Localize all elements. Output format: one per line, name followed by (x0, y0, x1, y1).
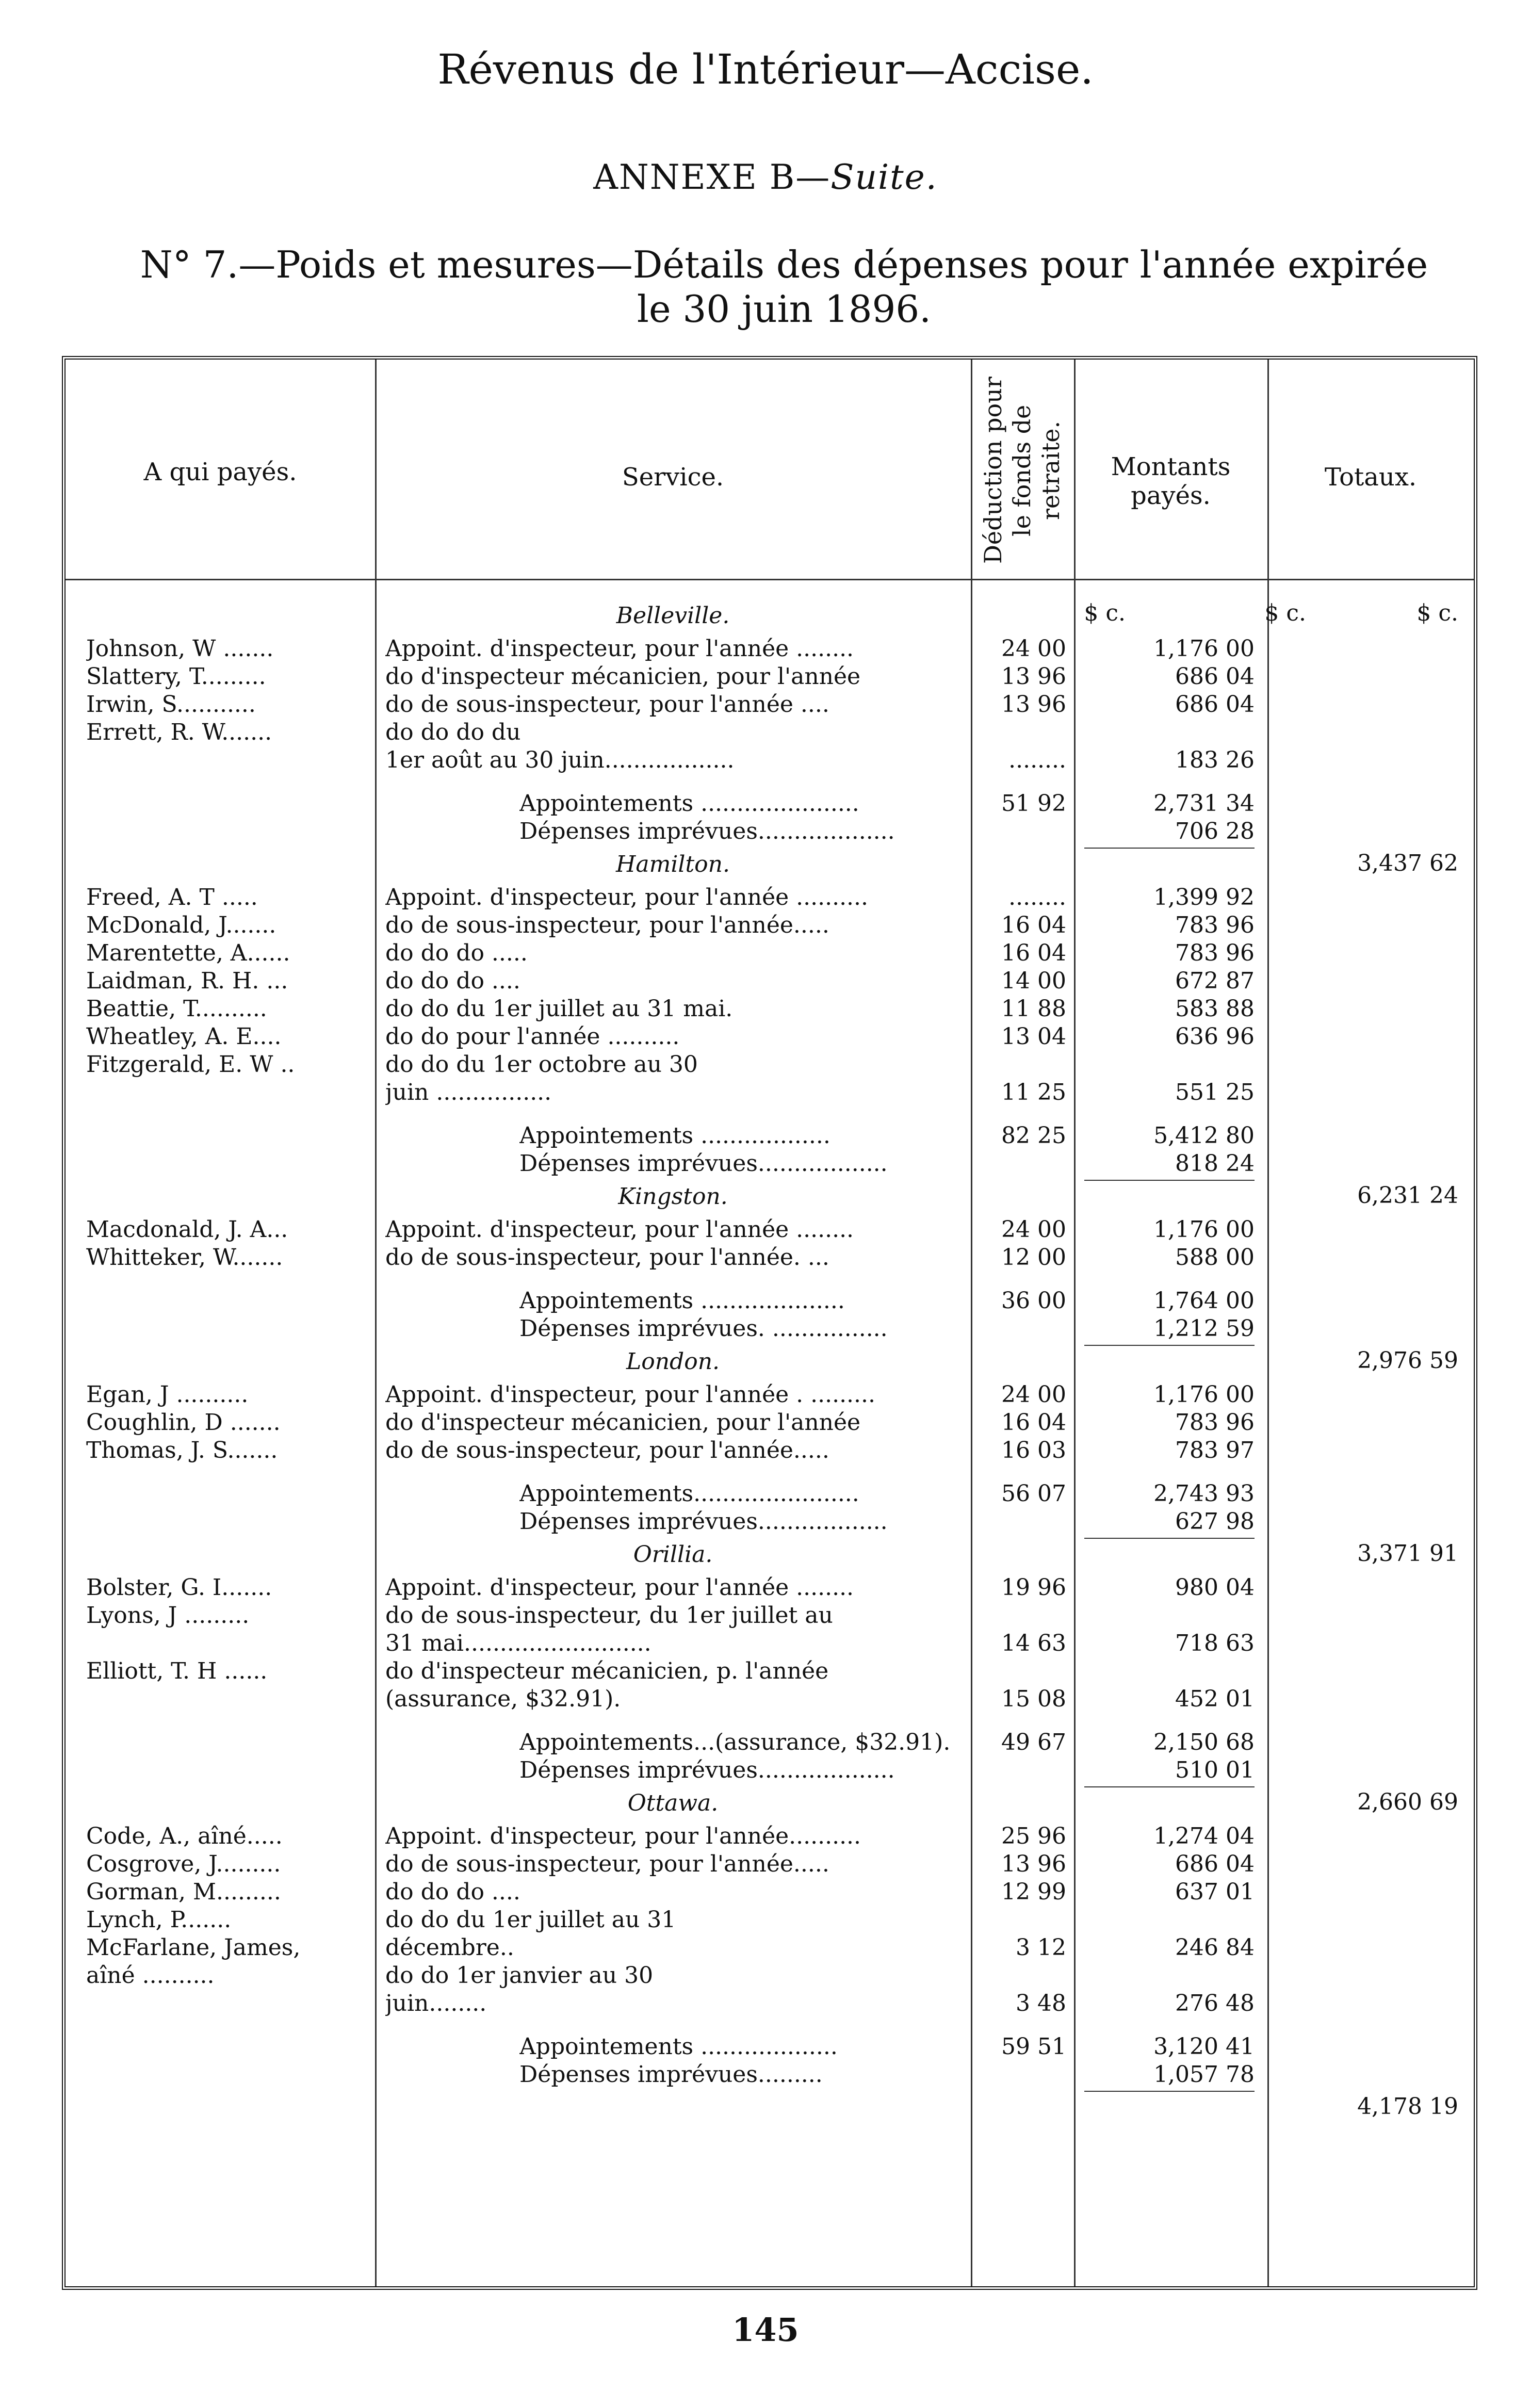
expense-table (62, 356, 1477, 2290)
col-header-amounts: Montants payés. (1111, 452, 1231, 510)
appointements-deduction: 56 07 (1001, 1480, 1066, 1507)
service-cell: do de sous-inspecteur, pour l'année..... (385, 912, 829, 938)
deduction-cell: ........ (1008, 884, 1066, 910)
service-cell: 31 mai.......................... (385, 1630, 652, 1656)
appointements-row (66, 1480, 1474, 1508)
table-row (66, 1823, 1474, 1850)
appointements-label: Appointements ...................... (519, 790, 859, 817)
deduction-cell: 13 96 (1001, 691, 1066, 718)
payee-cell: Fitzgerald, E. W .. (86, 1051, 295, 1078)
amount-cell: 588 00 (1175, 1244, 1255, 1271)
deduction-cell: 13 04 (1001, 1023, 1066, 1050)
section-title: Orillia. (633, 1541, 713, 1568)
appointements-amount: 1,764 00 (1153, 1288, 1255, 1314)
deduction-cell: 11 88 (1001, 996, 1066, 1022)
section-total: 3,437 62 (1357, 850, 1458, 876)
appointements-deduction: 36 00 (1001, 1288, 1066, 1314)
deduction-cell: 12 00 (1001, 1244, 1066, 1271)
table-row (66, 635, 1474, 663)
section-title: Ottawa. (627, 1790, 719, 1816)
service-cell: Appoint. d'inspecteur, pour l'année .......... (385, 884, 869, 910)
section-name (66, 1348, 1474, 1376)
service-cell: do do du 1er octobre au 30 (385, 1051, 698, 1078)
amount-cell: 1,176 00 (1153, 1216, 1255, 1243)
subtotal-rule (1084, 1345, 1255, 1346)
amount-cell: 1,176 00 (1153, 1381, 1255, 1408)
service-cell: do do du 1er juillet au 31 (385, 1907, 676, 1933)
service-cell: do de sous-inspecteur, pour l'année. ... (385, 1244, 829, 1271)
section-title: Kingston. (618, 1183, 728, 1210)
service-cell: Appoint. d'inspecteur, pour l'année ........ (385, 636, 854, 662)
deduction-cell: 16 03 (1001, 1437, 1066, 1463)
table-row (66, 1574, 1474, 1602)
amount-cell: 1,176 00 (1153, 636, 1255, 662)
amount-cell: 718 63 (1175, 1630, 1255, 1656)
deduction-cell: 3 12 (1016, 1934, 1066, 1961)
service-cell: do do do du (385, 719, 521, 745)
appointements-row (66, 1729, 1474, 1756)
table-row (66, 1878, 1474, 1906)
deduction-cell: 24 00 (1001, 1381, 1066, 1408)
payee-cell: Freed, A. T ..... (86, 884, 258, 910)
table-row (66, 1990, 1474, 2017)
depenses-row (66, 1315, 1474, 1343)
subtotal-rule (1084, 2091, 1255, 2092)
payee-cell: Thomas, J. S....... (86, 1437, 278, 1463)
deduction-cell: 25 96 (1001, 1823, 1066, 1849)
service-cell: do d'inspecteur mécanicien, p. l'année (385, 1658, 829, 1684)
appointements-label: Appointements...(assurance, $32.91). (519, 1729, 951, 1755)
table-row (66, 884, 1474, 912)
deduction-cell: 13 96 (1001, 663, 1066, 690)
currency-deduction: $ c. (1084, 600, 1126, 626)
depenses-row (66, 1756, 1474, 1784)
page-number: 145 (732, 2311, 799, 2349)
amount-cell: 551 25 (1175, 1079, 1255, 1105)
appointements-label: Appointements....................... (519, 1480, 859, 1507)
col-header-payee: A qui payés. (143, 458, 297, 486)
payee-cell: Gorman, M......... (86, 1879, 281, 1905)
depenses-amount: 706 28 (1175, 818, 1255, 844)
deduction-cell: 15 08 (1001, 1686, 1066, 1712)
deduction-cell: 14 63 (1001, 1630, 1066, 1656)
table-row (66, 1685, 1474, 1713)
table-subtitle: N° 7.—Poids et mesures—Détails des dépenses pour l'année expirée le 30 juin 1896. (140, 243, 1428, 331)
service-cell: do de sous-inspecteur, pour l'année..... (385, 1851, 829, 1877)
subtotal-rule (1084, 1538, 1255, 1539)
service-cell: Appoint. d'inspecteur, pour l'année.......... (385, 1823, 861, 1849)
section-total: 6,231 24 (1357, 1182, 1458, 1209)
payee-cell: aîné .......... (86, 1962, 215, 1989)
section-name (66, 602, 1474, 630)
currency-totals: $ c. (1416, 600, 1458, 626)
payee-cell: Laidman, R. H. ... (86, 968, 288, 994)
appointements-label: Appointements ................... (519, 2033, 838, 2060)
section-title: London. (626, 1348, 720, 1375)
service-cell: Appoint. d'inspecteur, pour l'année ........ (385, 1216, 854, 1243)
depenses-amount: 510 01 (1175, 1757, 1255, 1783)
service-cell: décembre.. (385, 1934, 514, 1961)
depenses-label: Dépenses imprévues................... (519, 1757, 895, 1783)
payee-cell: Code, A., aîné..... (86, 1823, 283, 1849)
appointements-row (66, 1122, 1474, 1150)
deduction-cell: 16 04 (1001, 940, 1066, 966)
table-row (66, 1630, 1474, 1657)
service-cell: do d'inspecteur mécanicien, pour l'année (385, 663, 861, 690)
table-row (66, 1244, 1474, 1272)
appointements-deduction: 59 51 (1001, 2033, 1066, 2060)
payee-cell: Whitteker, W....... (86, 1244, 283, 1271)
amount-cell: 276 48 (1175, 1990, 1255, 2016)
payee-cell: Egan, J .......... (86, 1381, 249, 1408)
payee-cell: Wheatley, A. E.... (86, 1023, 282, 1050)
payee-cell: Elliott, T. H ...... (86, 1658, 268, 1684)
currency-amounts: $ c. (1264, 600, 1306, 626)
depenses-row (66, 818, 1474, 845)
appointements-deduction: 82 25 (1001, 1122, 1066, 1149)
deduction-cell: 16 04 (1001, 1409, 1066, 1436)
section-name (66, 1789, 1474, 1817)
appointements-row (66, 2033, 1474, 2061)
amount-cell: 783 96 (1175, 940, 1255, 966)
col-header-deduction: Déduction pour le fonds de retraite. (979, 377, 1065, 564)
depenses-label: Dépenses imprévues................... (519, 818, 895, 844)
service-cell: Appoint. d'inspecteur, pour l'année . ......... (385, 1381, 875, 1408)
depenses-label: Dépenses imprévues.................. (519, 1150, 888, 1177)
amount-cell: 636 96 (1175, 1023, 1255, 1050)
amount-cell: 672 87 (1175, 968, 1255, 994)
amount-cell: 686 04 (1175, 1851, 1255, 1877)
amount-cell: 183 26 (1175, 747, 1255, 773)
table-row (66, 912, 1474, 939)
depenses-label: Dépenses imprévues. ................ (519, 1315, 888, 1342)
service-cell: juin........ (385, 1990, 487, 2016)
payee-cell: Irwin, S........... (86, 691, 256, 718)
annex-label: ANNEXE B— (593, 157, 831, 197)
section-title: Hamilton. (616, 851, 730, 877)
section-total-row (66, 2093, 1474, 2121)
payee-cell: Bolster, G. I....... (86, 1574, 272, 1601)
service-cell: Appoint. d'inspecteur, pour l'année ........ (385, 1574, 854, 1601)
deduction-cell: 19 96 (1001, 1574, 1066, 1601)
table-row (66, 663, 1474, 691)
amount-cell: 246 84 (1175, 1934, 1255, 1961)
payee-cell: Macdonald, J. A... (86, 1216, 288, 1243)
amount-cell: 452 01 (1175, 1686, 1255, 1712)
amount-cell: 686 04 (1175, 663, 1255, 690)
depenses-amount: 627 98 (1175, 1508, 1255, 1535)
deduction-cell: 24 00 (1001, 1216, 1066, 1243)
deduction-cell: 3 48 (1016, 1990, 1066, 2016)
depenses-row (66, 2061, 1474, 2089)
section-title: Belleville. (616, 603, 730, 629)
payee-cell: Lyons, J ......... (86, 1602, 250, 1629)
section-total: 2,660 69 (1357, 1789, 1458, 1815)
table-row (66, 1602, 1474, 1630)
amount-cell: 980 04 (1175, 1574, 1255, 1601)
table-row (66, 691, 1474, 719)
subtotal-rule (1084, 1180, 1255, 1181)
payee-cell: Lynch, P....... (86, 1907, 232, 1933)
deduction-cell: 12 99 (1001, 1879, 1066, 1905)
deduction-cell: 11 25 (1001, 1079, 1066, 1105)
table-row (66, 746, 1474, 774)
depenses-amount: 1,057 78 (1153, 2061, 1255, 2088)
depenses-amount: 818 24 (1175, 1150, 1255, 1177)
amount-cell: 783 96 (1175, 1409, 1255, 1436)
col-header-totals: Totaux. (1324, 463, 1417, 492)
appointements-deduction: 49 67 (1001, 1729, 1066, 1755)
table-row (66, 719, 1474, 746)
table-row (66, 1079, 1474, 1107)
header-rule (66, 579, 1474, 580)
table-row (66, 1409, 1474, 1437)
annex-heading (0, 157, 1531, 197)
table-row (66, 1962, 1474, 1990)
table-row (66, 1216, 1474, 1244)
service-cell: (assurance, $32.91). (385, 1686, 621, 1712)
appointements-row (66, 1287, 1474, 1315)
appointements-deduction: 51 92 (1001, 790, 1066, 817)
appointements-amount: 2,743 93 (1153, 1480, 1255, 1507)
amount-cell: 783 96 (1175, 912, 1255, 938)
table-row (66, 939, 1474, 967)
payee-cell: Coughlin, D ....... (86, 1409, 281, 1436)
subtotal-rule (1084, 1786, 1255, 1787)
amount-cell: 1,399 92 (1153, 884, 1255, 910)
service-cell: do d'inspecteur mécanicien, pour l'année (385, 1409, 861, 1436)
table-row (66, 995, 1474, 1023)
service-cell: do do do .... (385, 1879, 520, 1905)
deduction-cell: 24 00 (1001, 636, 1066, 662)
amount-cell: 686 04 (1175, 691, 1255, 718)
amount-cell: 637 01 (1175, 1879, 1255, 1905)
service-cell: juin ................ (385, 1079, 552, 1105)
appointements-label: Appointements .................... (519, 1288, 845, 1314)
service-cell: 1er août au 30 juin.................. (385, 747, 735, 773)
service-cell: do do pour l'année .......... (385, 1023, 680, 1050)
deduction-cell: 13 96 (1001, 1851, 1066, 1877)
deduction-cell: 14 00 (1001, 968, 1066, 994)
service-cell: do do du 1er juillet au 31 mai. (385, 996, 733, 1022)
table-row (66, 1381, 1474, 1409)
table-row (66, 1437, 1474, 1465)
table-row (66, 1051, 1474, 1079)
page-title: Révenus de l'Intérieur—Accise. (437, 45, 1094, 93)
amount-cell: 1,274 04 (1153, 1823, 1255, 1849)
payee-cell: Errett, R. W....... (86, 719, 272, 745)
section-name (66, 1183, 1474, 1211)
section-name (66, 851, 1474, 878)
payee-cell: McDonald, J....... (86, 912, 276, 938)
col-header-service: Service. (622, 463, 724, 492)
table-row (66, 1906, 1474, 1934)
depenses-label: Dépenses imprévues......... (519, 2061, 823, 2088)
payee-cell: Cosgrove, J......... (86, 1851, 281, 1877)
annex-suffix: Suite. (830, 157, 938, 197)
depenses-row (66, 1508, 1474, 1536)
appointements-amount: 2,150 68 (1153, 1729, 1255, 1755)
table-row (66, 1850, 1474, 1878)
appointements-amount: 5,412 80 (1153, 1122, 1255, 1149)
appointements-amount: 2,731 34 (1153, 790, 1255, 817)
section-name (66, 1541, 1474, 1569)
depenses-amount: 1,212 59 (1153, 1315, 1255, 1342)
deduction-cell: 16 04 (1001, 912, 1066, 938)
amount-cell: 583 88 (1175, 996, 1255, 1022)
table-row (66, 1934, 1474, 1962)
service-cell: do de sous-inspecteur, pour l'année..... (385, 1437, 829, 1463)
service-cell: do do do .... (385, 968, 520, 994)
table-row (66, 967, 1474, 995)
amount-cell: 783 97 (1175, 1437, 1255, 1463)
service-cell: do do do ..... (385, 940, 528, 966)
appointements-row (66, 790, 1474, 818)
appointements-amount: 3,120 41 (1153, 2033, 1255, 2060)
payee-cell: Slattery, T......... (86, 663, 266, 690)
deduction-cell: ........ (1008, 747, 1066, 773)
depenses-label: Dépenses imprévues.................. (519, 1508, 888, 1535)
service-cell: do de sous-inspecteur, pour l'année .... (385, 691, 829, 718)
section-total: 2,976 59 (1357, 1347, 1458, 1374)
service-cell: do de sous-inspecteur, du 1er juillet au (385, 1602, 833, 1629)
table-row (66, 1657, 1474, 1685)
subtotal-rule (1084, 848, 1255, 849)
section-total: 4,178 19 (1357, 2093, 1458, 2120)
service-cell: do do 1er janvier au 30 (385, 1962, 654, 1989)
section-total: 3,371 91 (1357, 1540, 1458, 1567)
depenses-row (66, 1150, 1474, 1178)
payee-cell: McFarlane, James, (86, 1934, 301, 1961)
payee-cell: Marentette, A...... (86, 940, 290, 966)
payee-cell: Beattie, T.......... (86, 996, 267, 1022)
payee-cell: Johnson, W ....... (86, 636, 274, 662)
appointements-label: Appointements .................. (519, 1122, 830, 1149)
table-row (66, 1023, 1474, 1051)
